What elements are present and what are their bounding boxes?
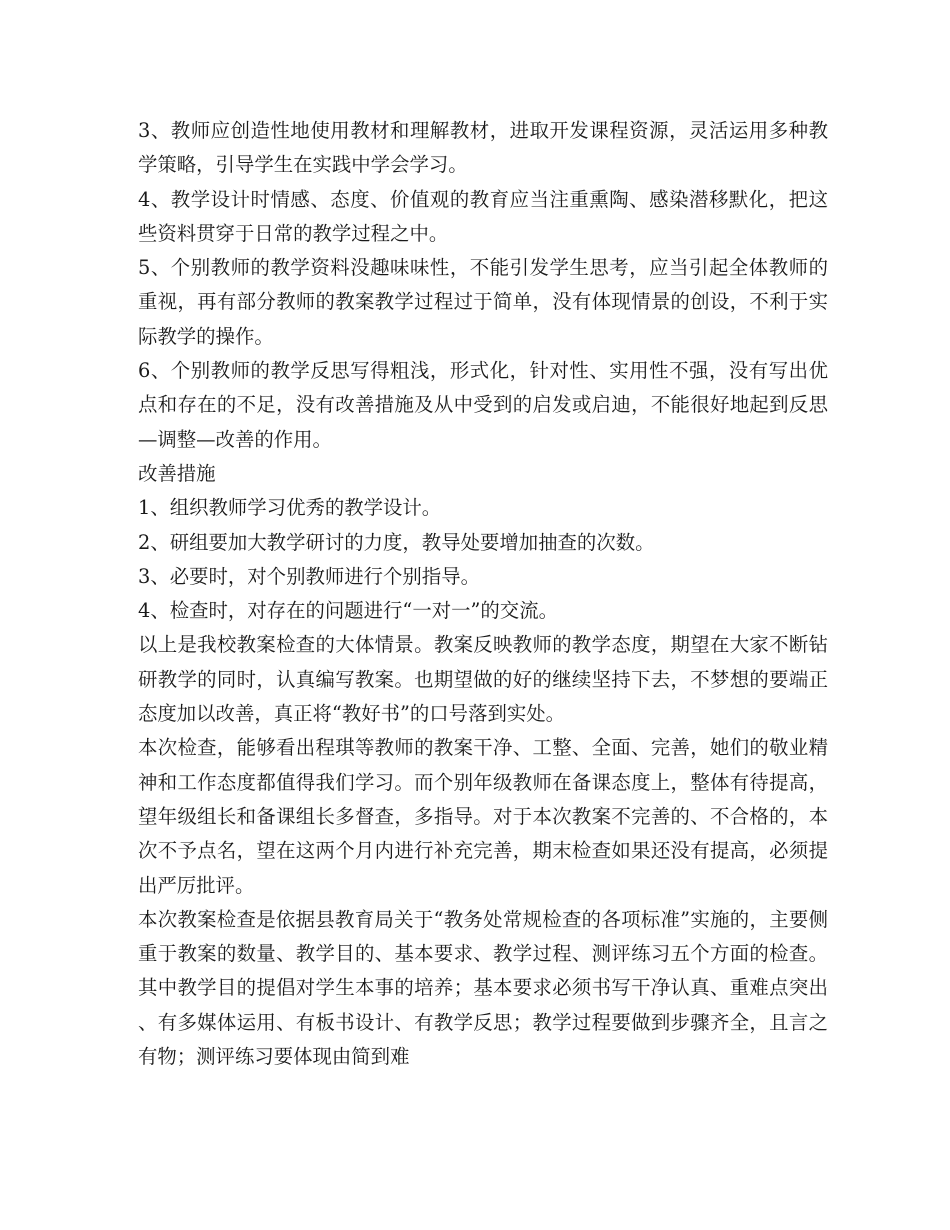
paragraph-item-4: 4、教学设计时情感、态度、价值观的教育应当注重熏陶、感染潜移默化，把这些资料贯穿于日常的教学过程之中。 [138,187,828,245]
paragraph-item-6: 6、个别教师的教学反思写得粗浅，形式化，针对性、实用性不强，没有写出优点和存在的不足，没有改善措施及从中受到的启发或启迪，不能很好地起到反思—调整—改善的作用。 [138,359,828,451]
document-body [138,114,828,1074]
measure-item-2: 2、研组要加大教学研讨的力度，教导处要增加抽查的次数。 [138,530,655,554]
inspection-paragraph: 本次检查，能够看出程琪等教师的教案干净、工整、全面、完善，她们的敬业精神和工作态度都值得我们学习。而个别年级教师在备课态度上，整体有待提高，望年级组长和备课组长多督查，多指导。对于本次教案不完善的、不合格的，本次不予点名，望在这两个月内进行补充完善，期末检查如果还没有提高，必须提出严厉批评。 [138,736,828,897]
measure-item-1: 1、组织教师学习优秀的教学设计。 [138,496,442,520]
paragraph-item-3: 3、教师应创造性地使用教材和理解教材，进取开发课程资源，灵活运用多种教学策略，引导学生在实践中学会学习。 [138,119,828,177]
paragraph-item-5: 5、个别教师的教学资料没趣味味性，不能引发学生思考，应当引起全体教师的重视，再有部分教师的教案教学过程过于简单，没有体现情景的创设，不利于实际教学的操作。 [138,256,828,348]
standards-paragraph: 本次教案检查是依据县教育局关于“教务处常规检查的各项标准”实施的，主要侧重于教案的数量、教学目的、基本要求、教学过程、测评练习五个方面的检查。其中教学目的提倡对学生本事的培养；基本要求必须书写干净认真、重难点突出、有多媒体运用、有板书设计、有教学反思；教学过程要做到步骤齐全，且言之有物；测评练习要体现由简到难 [138,907,828,1069]
section-heading: 改善措施 [138,461,216,485]
measure-item-3: 3、必要时，对个别教师进行个别指导。 [138,564,480,588]
measure-item-4: 4、检查时，对存在的问题进行“一对一”的交流。 [138,599,558,623]
summary-paragraph: 以上是我校教案检查的大体情景。教案反映教师的教学态度，期望在大家不断钻研教学的同时，认真编写教案。也期望做的好的继续坚持下去，不梦想的要端正态度加以改善，真正将“教好书”的口号落到实处。 [138,633,828,726]
